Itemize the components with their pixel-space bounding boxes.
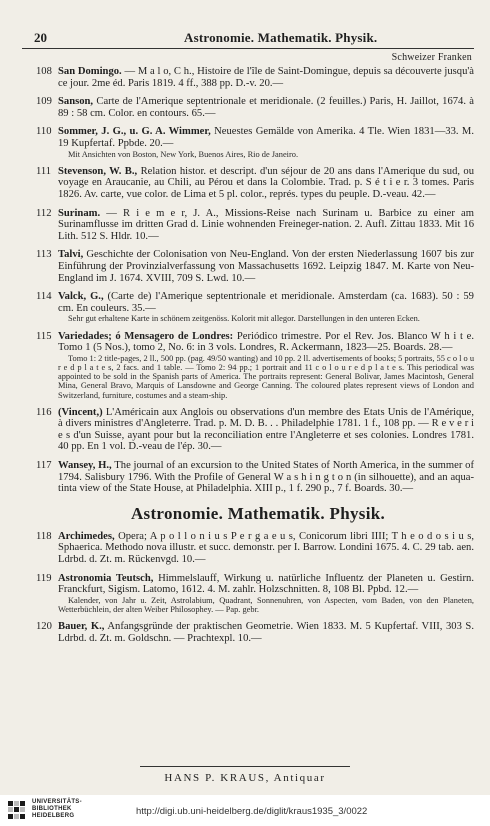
entry-price: 28.— (428, 342, 453, 354)
catalog-entry (22, 66, 474, 89)
library-name: UNIVERSITÄTS- BIBLIOTHEK HEIDELBERG (32, 799, 82, 819)
entry-price: 30.— (389, 483, 414, 495)
entry-number: 115 (36, 330, 52, 342)
entry-text: — R i e m e r, J. A., Missions-Reise nach Surinam u. Barbice zu einer am Surinamflusse im dritten Grad d. Linie wohnenden Freineger-nation. 2. Aufl. Zittau 1833. Mit 16 Lith. 512 S. Hldr. (58, 207, 474, 242)
entry-text: Himmelslauff, Wirkung u. natürliche Influentz der Planeten u. Gestirn. Franckfurt, Sigism. Latomo, 1612. 4. M. zahlr. Holzschnitten. 8, 108 Bl. Ppbd. (58, 572, 474, 596)
catalog-entry (22, 573, 474, 615)
entry-number: 112 (36, 207, 52, 219)
entry-text: Carte de l'Amerique septentrionale et meridionale. (2 feuilles.) Paris, H. Jaillot, 1674. à 89 : 58 cm. Color. en contours. (58, 96, 475, 119)
entry-text: Neuestes Gemälde von Amerika. 4 Tle. Wien 1831—33. M. 19 Kupfertaf. Ppbde. (58, 126, 474, 149)
footer (0, 772, 490, 784)
entry-text: Opera; A p o l l o n i u s P e r g a e u s, Conicorum libri IIII; T h e o d o s i u s, Sphaerica. Methodo nova illustr. et succ. demonstr. per I. Barrow. Londini 1675. 4. C. 29 tab. aen. Ldrbd. d. Zt. m. Rückenvgd. (58, 530, 475, 566)
entry-price: 10.— (237, 632, 262, 644)
entry-text: Anfangsgründe der praktischen Geometrie. Wien 1833. M. 5 Kupfertaf. VIII, 303 S. Ldrbd. d. Zt. m. Goldschn. — Prachtexpl. (58, 621, 474, 644)
entry-number: 109 (36, 96, 52, 108)
library-bar (0, 795, 490, 826)
entry-author: Valck, G., (58, 291, 104, 303)
entry-author: Stevenson, W. B., (58, 165, 138, 177)
entry-author: Archimedes, (58, 530, 115, 542)
astronomy-entries (22, 531, 474, 645)
catalog-entry (22, 407, 474, 453)
entry-author: San Domingo. (58, 66, 122, 77)
entry-price: 10.— (181, 554, 206, 566)
entry-price: 42.— (411, 188, 436, 200)
footer-rule (140, 766, 350, 767)
entry-price: 30.— (197, 441, 222, 453)
catalog-entry (22, 460, 474, 495)
entry-note: Sehr gut erhaltene Karte in schönem zeitgenöss. Kolorit mit allegor. Darstellungen in den unteren Ecken. (68, 314, 420, 324)
entry-price: 65.— (191, 107, 216, 119)
entry-author: Astronomia Teutsch, (58, 572, 154, 584)
entry-price: 20.— (259, 77, 284, 89)
entry-number: 116 (36, 406, 52, 418)
header-rule (22, 48, 474, 49)
catalog-entry (22, 96, 474, 119)
entry-author: Bauer, K., (58, 621, 105, 633)
entry-number: 114 (36, 291, 52, 303)
catalog-entry (22, 249, 474, 284)
entry-number: 111 (36, 165, 52, 177)
entry-note: Mit Ansichten von Boston, New York, Buenos Aires, Rio de Janeiro. (68, 149, 299, 159)
page-header (34, 30, 470, 46)
entry-note: Kalender, von Jahr u. Zeit, Astrolabium, Quadrant, Sonnenuhren, von Aspecten, vom Baden, von den Planeten, Wetterbüchlein, der alten Weiber Philosophey. — Pap. gebr. (58, 595, 474, 615)
entry-author: Variedades; ó Mensagero de Londres: (58, 330, 234, 342)
entry-text: Geschichte der Colonisation von Neu-England. Von der ersten Niederlassung 1607 bis zur Einführung der Provinzialverfassung von Massachusetts 1692. Leipzig 1847. M. Karte von Neu-England im J. 1674. XVIII, 709 S. Lwd. (58, 249, 474, 284)
entry-number: 108 (36, 66, 52, 77)
entry-price: 12.— (394, 584, 419, 596)
entry-text: Periódico trimestre. Por el Rev. Jos. Blanco W h i t e. Tomo 1 (5 Nos.), tomo 2, No. 6: in 3 vols. Londres, R. Ackermann, 1823—25. Boards. (58, 330, 474, 354)
catalog-entry (22, 126, 474, 158)
running-title: Astronomie. Mathematik. Physik. (184, 30, 378, 45)
entry-text: Relation histor. et descript. d'un séjour de 20 ans dans l'Amerique du sud, ou voyage en Araucanie, au Chili, au Pérou et dans la Colombie. Trad. p. S é t i e r. 3 tomes. Paris 1826. Av. carte, vue color. de Lima et 5 pl. color., représ. types du peuple. D.-veau. (58, 165, 474, 200)
entry-author: Surinam. (58, 207, 101, 219)
entry-note: Tomo 1: 2 title-pages, 2 ll., 500 pp. (pag. 49/50 wanting) and 10 pp. 2 ll. advertisements of books; 5 portraits, 55 c o l o u r e d p l a t e s, 2 facs. and 1 table. — Tomo 2: 94 pp.; 1 portrait and 11 c o l o u r e d p l a t e s. This periodical was appointed to be sold in the Spanish parts of America. The portraits represent: General Bolivar, James Macintosh, General Mina, General Bravo, Marquis of Lansdowne and George Canning. The coloured plates represent views of London and Switzerland, furniture, costumes and a steam-ship. (58, 353, 475, 400)
catalog-entry (22, 208, 474, 243)
permalink-link[interactable]: http://digi.ub.uni-heidelberg.de/diglit/kraus1935_3/0022 (136, 806, 368, 817)
entry-author: (Vincent,) (58, 406, 103, 418)
entry-list (22, 66, 474, 651)
library-logo-icon (8, 801, 26, 819)
entry-number: 119 (36, 572, 52, 584)
entry-number: 117 (36, 460, 52, 472)
entry-price: 35.— (131, 302, 156, 314)
entry-author: Wansey, H., (58, 460, 112, 472)
americana-entries (22, 66, 474, 495)
catalog-entry (22, 166, 474, 201)
catalog-entry (22, 621, 474, 644)
entry-number: 120 (36, 621, 52, 633)
entry-author: Sanson, (58, 96, 94, 108)
entry-text: L'Américain aux Anglois ou observations d'un membre des Etats Unis de l'Amérique, à divers ministres d'Angleterre. Trad. p. M. D. B. . . Philadelphie 1781. 1 f., 108 pp. — R e v e r i e s d'un Suisse, ayant pour but la reconciliation entre l'Angleterre et ses colonies. Londres 1781. 40 pp. En 1 vol. D.-veau de l'ép. (58, 406, 474, 453)
catalog-entry (22, 331, 474, 400)
catalog-entry (22, 531, 474, 566)
entry-text: — M a l o, C h., Histoire de l'île de Saint-Domingue, depuis sa découverte jusqu'à ce jour. 2me éd. Paris 1819. 4 ff., 388 pp. D.-v. (58, 66, 475, 89)
entry-author: Talvi, (58, 249, 84, 261)
entry-number: 118 (36, 530, 52, 542)
entry-author: Sommer, J. G., u. G. A. Wimmer, (58, 126, 211, 138)
publisher-name: HANS P. KRAUS, Antiquar (164, 772, 326, 784)
section-heading: Astronomie. Mathematik. Physik. (130, 503, 386, 523)
entry-number: 110 (36, 126, 52, 138)
entry-price: 20.— (149, 137, 174, 149)
entry-price: 10.— (134, 230, 159, 242)
entry-text: (Carte de) l'Amerique septentrionale et meridionale. Amsterdam (ca. 1683). 50 : 59 cm. En couleurs. (58, 291, 474, 314)
currency-note: Schweizer Franken (391, 52, 472, 63)
catalog-entry (22, 291, 474, 323)
page-number: 20 (34, 30, 47, 45)
entry-price: 10.— (231, 272, 256, 284)
entry-text: The journal of an excursion to the United States of North America, in the summer of 1794. Salisbury 1796. With the Profile of General W a s h i n g t o n (in silhouette), and an aqua-tinta view of the State House, at Philadelphia. XIII p., 1 f. 290 p., 7 f. Boards. (58, 460, 474, 495)
entry-number: 113 (36, 249, 52, 261)
